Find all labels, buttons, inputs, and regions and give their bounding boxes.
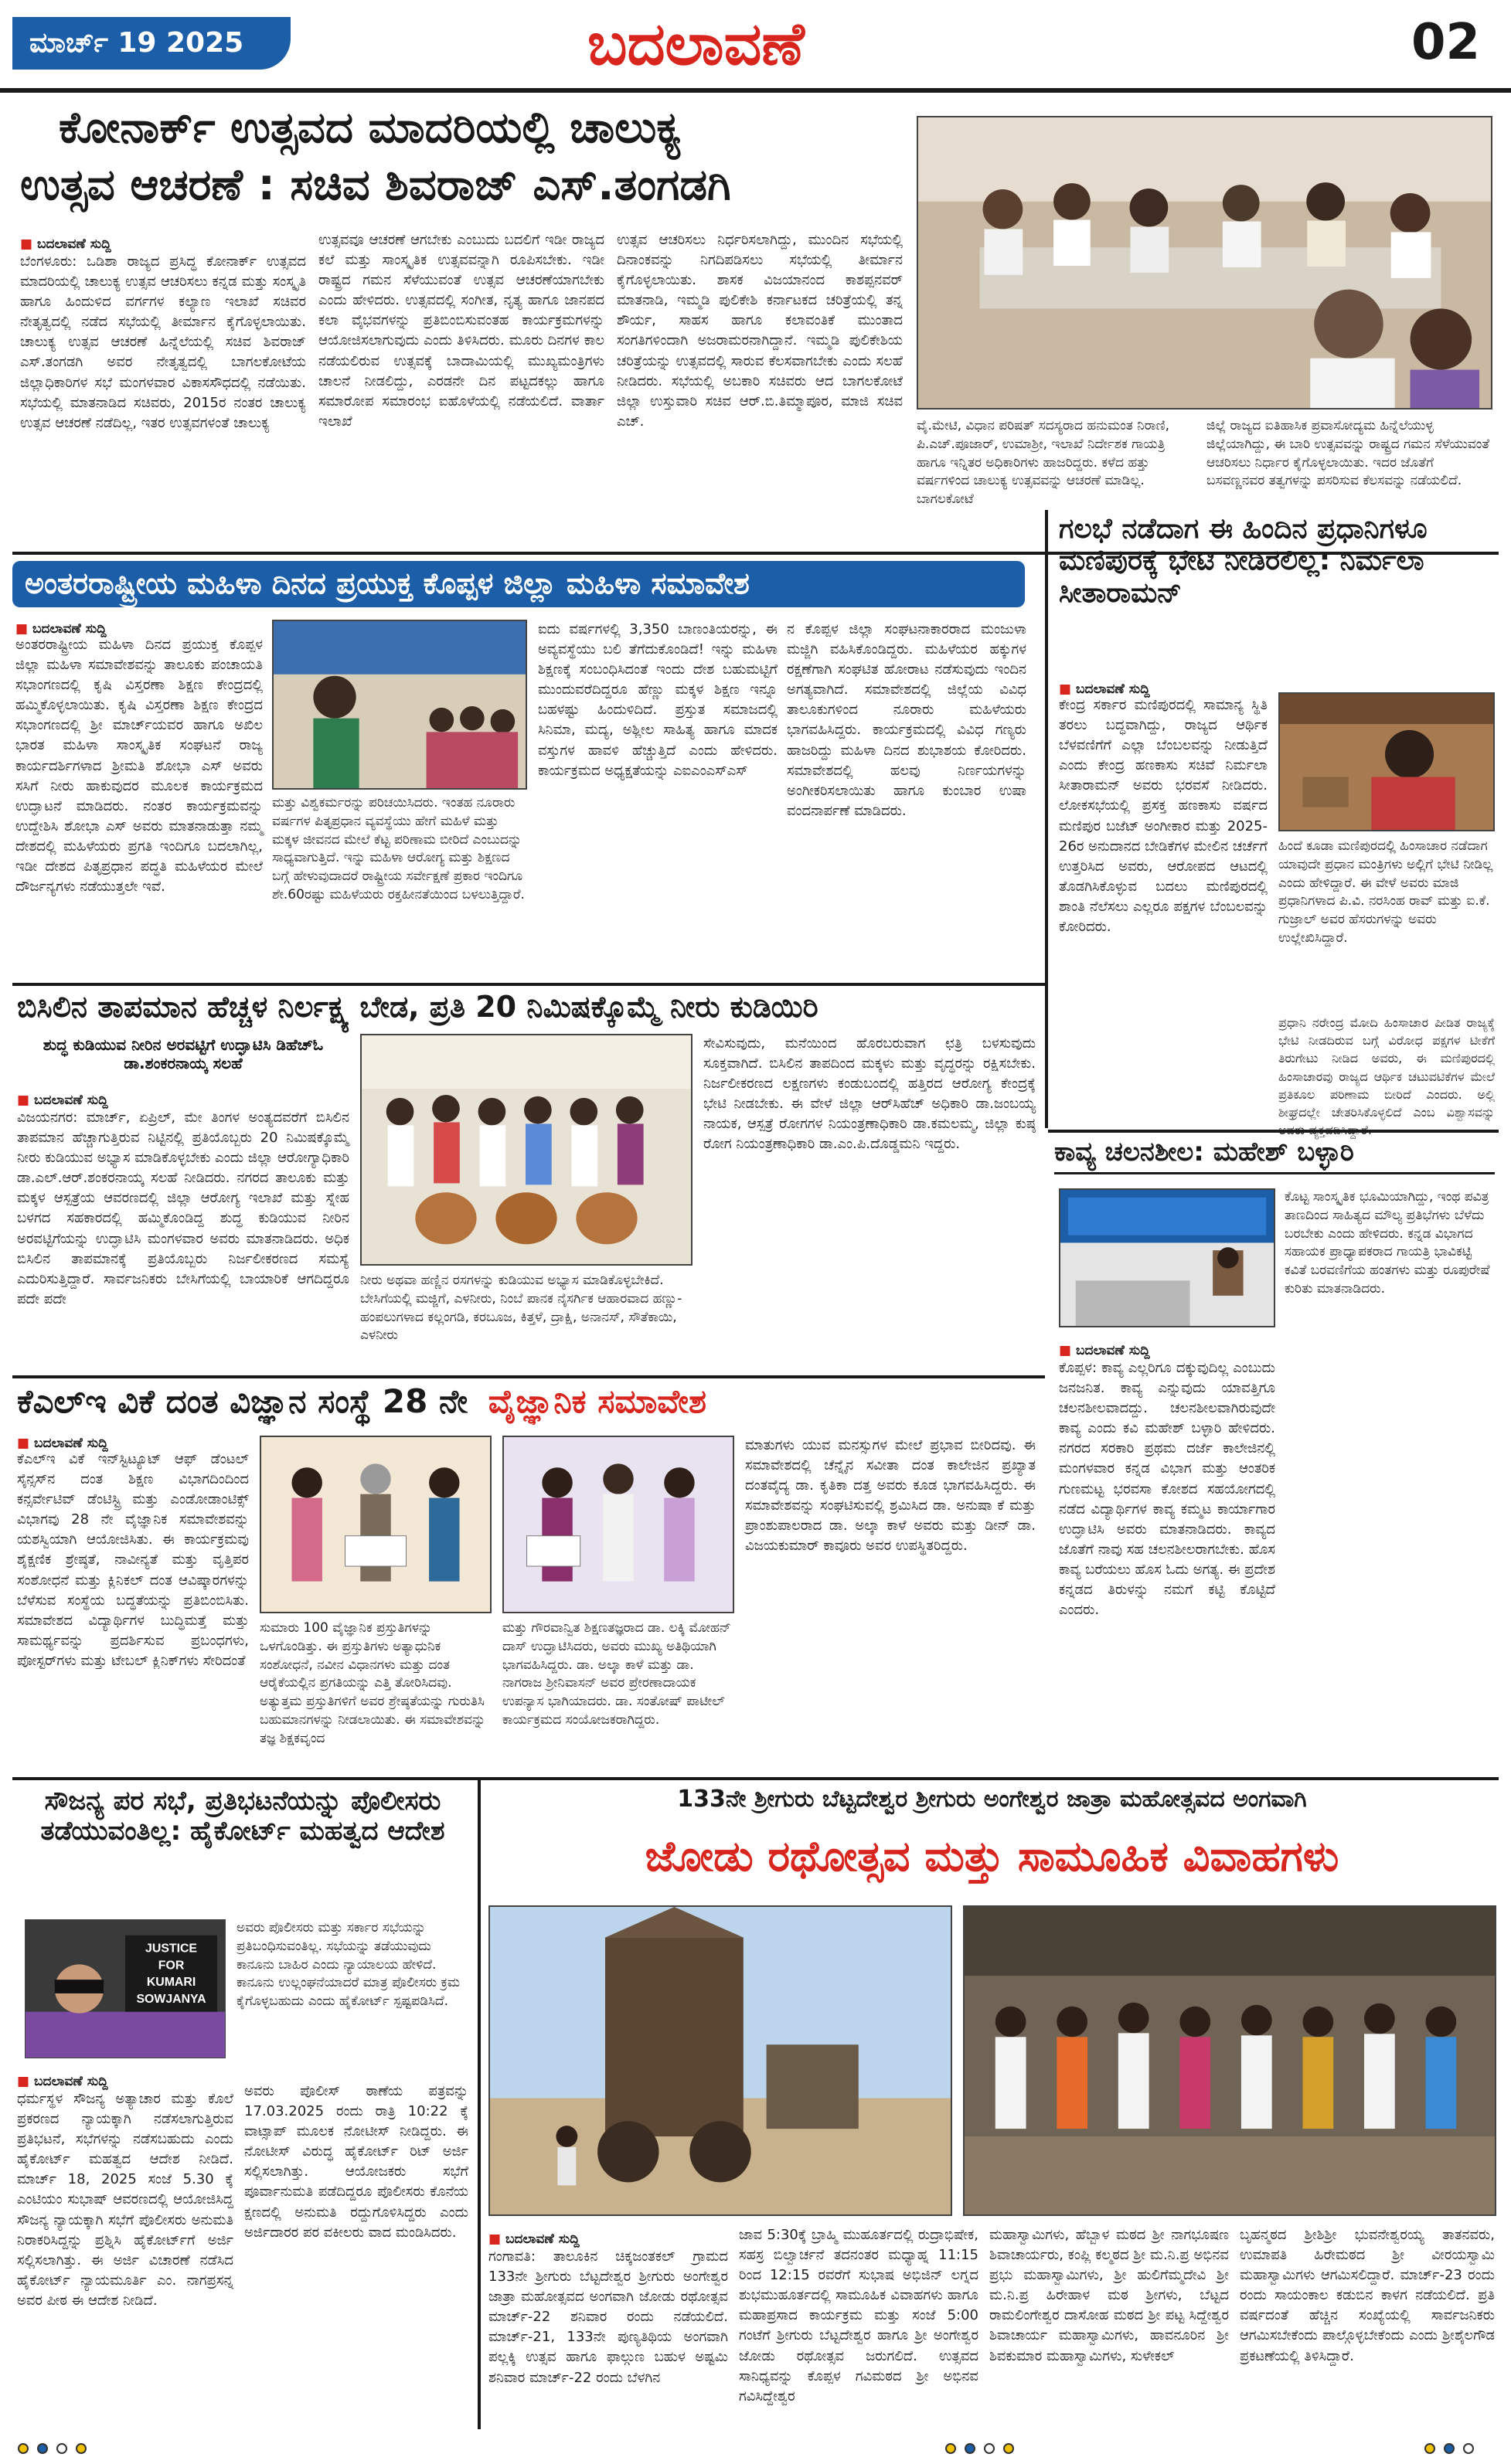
- story-sowjanya-body-1: ಅವರು ಪೊಲೀಸರು ಮತ್ತು ಸರ್ಕಾರ ಸಭೆಯನ್ನು ಪ್ರತಿಬಂಧಿಸುವಂತಿಲ್ಲ. ಸಭೆಯನ್ನು ತಡೆಯುವುದು ಕಾನೂನು ಬಾಹಿರ ಎಂದು ನ್ಯಾಯಾಲಯ ಹೇಳಿದೆ. ಕಾನೂನು ಉಲ್ಲಂಘನೆಯಾದರೆ ಮಾತ್ರ ಪೊಲೀಸರು ಕ್ರಮ ಕೈಗೊಳ್ಳಬಹುದು ಎಂದು ಹೈಕೋರ್ಟ್ ಸ್ಪಷ್ಟಪಡಿಸಿದೆ.: [237, 1920, 461, 2010]
- story-heatwave-headline: ಬಿಸಿಲಿನ ತಾಪಮಾನ ಹೆಚ್ಚಳ ನಿರ್ಲಕ್ಷ್ಯ ಬೇಡ, ಪ್ರತಿ 20 ನಿಮಿಷಕ್ಕೊಮ್ಮೆ ನೀರು ಕುಡಿಯಿರಿ: [17, 990, 818, 1024]
- story-sowjanya-body-3: ಅವರು ಪೊಲೀಸ್ ಠಾಣೆಯ ಪತ್ರವನ್ನು 17.03.2025 ರಂದು ರಾತ್ರಿ 10:22 ಕ್ಕೆ ವಾಟ್ಸಾಪ್ ಮೂಲಕ ನೋಟೀಸ್ ನೀಡಿದ್ದರು. ಈ ನೋಟೀಸ್ ವಿರುದ್ಧ ಹೈಕೋರ್ಟ್ ರಿಟ್ ಅರ್ಜಿ ಸಲ್ಲಿಸಲಾಗಿತ್ತು. ಆಯೋಜಕರು ಸಭೆಗೆ ಪೂರ್ವಾನುಮತಿ ಪಡೆದಿದ್ದರೂ ಪೊಲೀಸರು ಕೊನೆಯ ಕ್ಷಣದಲ್ಲಿ ಅನುಮತಿ ರದ್ದುಗೊಳಿಸಿದ್ದರು ಎಂದು ಅರ್ಜಿದಾರರ ಪರ ವಕೀಲರು ವಾದ ಮಂಡಿಸಿದರು.: [244, 2083, 468, 2241]
- page-number: 02: [1411, 14, 1480, 71]
- story-rathotsava-col-2: ಜಾವ 5:30ಕ್ಕೆ ಬ್ರಾಹ್ಮಿ ಮುಹೂರ್ತದಲ್ಲಿ ರುದ್ರಾಭಿಷೇಕ, ಸಹಸ್ರ ಬಿಲ್ವಾರ್ಚನೆ ತದನಂತರ ಮಧ್ಯಾಹ್ನ 11:15 ರಿಂದ 12:15 ರವರೆಗೆ ಸುಭಾಷ ಅಭಿಜಿನ್ ಲಗ್ನದ ಶುಭಮುಹೂರ್ತದಲ್ಲಿ ಸಾಮೂಹಿಕ ವಿವಾಹಗಳು ಹಾಗೂ ಮಹಾಪ್ರಸಾದ ಕಾರ್ಯಕ್ರಮ ಮತ್ತು ಸಂಜೆ 5:00 ಗಂಟೆಗೆ ಶ್ರೀಗುರು ಬೆಟ್ಟದೇಶ್ವರ ಹಾಗೂ ಶ್ರೀ ಅಂಗೇಶ್ವರ ಜೋಡು ರಥೋತ್ಸವ ಜರುಗಲಿದೆ. ಉತ್ಸವದ ಸಾನಿಧ್ಯವನ್ನು ಕೊಪ್ಪಳ ಗವಿಮಠದ ಶ್ರೀ ಅಭಿನವ ಗವಿಸಿದ್ದೇಶ್ವರ: [739, 2227, 978, 2405]
- story-heatwave-byline: ■ ಬದಲಾವಣೆ ಸುದ್ದಿ: [17, 1093, 108, 1108]
- story-heatwave-photo: [360, 1034, 693, 1266]
- story-chalukya-col-2: ಉತ್ಸವವೂ ಆಚರಣೆ ಆಗಬೇಕು ಎಂಬುದು ಬದಲಿಗೆ ಇಡೀ ರಾಜ್ಯದ ಕಲೆ ಮತ್ತು ಸಾಂಸ್ಕೃತಿಕ ಉತ್ಸವವನ್ನಾಗಿ ರೂಪಿಸಬೇಕು. ಇಡೀ ರಾಷ್ಟ್ರದ ಗಮನ ಸೆಳೆಯುವಂತೆ ಉತ್ಸವ ಆಚರಣೆಯಾಗಬೇಕು ಎಂದು ಹೇಳಿದರು. ಉತ್ಸವದಲ್ಲಿ ಸಂಗೀತ, ನೃತ್ಯ ಹಾಗೂ ಜಾನಪದ ಕಲಾ ವೈಭವಗಳನ್ನು ಪ್ರತಿಬಿಂಬಿಸುವಂತಹ ಕಾರ್ಯಕ್ರಮಗಳನ್ನು ಆಯೋಜಿಸಲಾಗುವುದು ಎಂದು ತಿಳಿಸಿದರು. ಮೂರು ದಿನಗಳ ಕಾಲ ನಡೆಯಲಿರುವ ಉತ್ಸವಕ್ಕೆ ಬಾದಾಮಿಯಲ್ಲಿ ಮುಖ್ಯಮಂತ್ರಿಗಳು ಚಾಲನೆ ನೀಡಲಿದ್ದು, ಎರಡನೇ ದಿನ ಪಟ್ಟದಕಲ್ಲು ಹಾಗೂ ಸಮಾರೋಪ ಸಮಾರಂಭ ಐಹೊಳೆಯಲ್ಲಿ ನಡೆಯಲಿದೆ. ವಾರ್ತಾ ಇಲಾಖೆ: [318, 232, 604, 430]
- story-manipur-photo-caption: ಹಿಂದೆ ಕೂಡಾ ಮಣಿಪುರದಲ್ಲಿ ಹಿಂಸಾಚಾರ ನಡೆದಾಗ ಯಾವುದೇ ಪ್ರಧಾನ ಮಂತ್ರಿಗಳು ಅಲ್ಲಿಗೆ ಭೇಟಿ ನೀಡಿಲ್ಲ ಎಂದು ಹೇಳಿದ್ದಾರೆ. ಈ ವೇಳೆ ಅವರು ಮಾಜಿ ಪ್ರಧಾನಿಗಳಾದ ಪಿ.ವಿ. ನರಸಿಂಹ ರಾವ್ ಮತ್ತು ಐ.ಕೆ. ಗುಜ್ರಾಲ್ ಅವರ ಹೆಸರುಗಳನ್ನು ಅವರು ಉಲ್ಲೇಖಿಸಿದ್ದಾರೆ.: [1278, 838, 1493, 946]
- story-kle-caption-right: ಮತ್ತು ಗೌರವಾನ್ವಿತ ಶಿಕ್ಷಣತಜ್ಞರಾದ ಡಾ. ಲಕ್ಕಿ ಮೋಹನ್ ದಾಸ್ ಉದ್ಘಾಟಿಸಿದರು, ಅವರು ಮುಖ್ಯ ಅತಿಥಿಯಾಗಿ ಭಾಗವಹಿಸಿದ್ದರು. ಡಾ. ಅಲ್ಕಾ ಕಾಳೆ ಮತ್ತು ಡಾ. ನಾಗರಾಜ ಶ್ರೀನಿವಾಸನ್ ಅವರ ಪ್ರೇರಣಾದಾಯಕ ಉಪನ್ಯಾಸ ಭಾಗಿಯಾದರು. ಡಾ. ಸಂತೋಷ್ ಪಾಟೀಲ್ ಕಾರ್ಯಕ್ರಮದ ಸಂಯೋಜಕರಾಗಿದ್ದರು.: [502, 1620, 731, 1728]
- story-sowjanya: [12, 1783, 471, 2429]
- story-kle-caption-left: ಸುಮಾರು 100 ವೈಜ್ಞಾನಿಕ ಪ್ರಸ್ತುತಿಗಳನ್ನು ಒಳಗೊಂಡಿತ್ತು. ಈ ಪ್ರಸ್ತುತಿಗಳು ಅತ್ಯಾಧುನಿಕ ಸಂಶೋಧನೆ, ನವೀನ ವಿಧಾನಗಳು ಮತ್ತು ದಂತ ಆರೈಕೆಯಲ್ಲಿನ ಪ್ರಗತಿಯನ್ನು ಎತ್ತಿ ತೋರಿಸಿದವು. ಅತ್ಯುತ್ತಮ ಪ್ರಸ್ತುತಿಗಳಿಗೆ ಅವರ ಶ್ರೇಷ್ಠತೆಯನ್ನು ಗುರುತಿಸಿ ಬಹುಮಾನಗಳನ್ನು ನೀಡಲಾಯಿತು. ಈ ಸಮಾವೇಶವನ್ನು ತಜ್ಞ ಶಿಕ್ಷಕವೃಂದ: [260, 1620, 486, 1746]
- footer-dot: [37, 2443, 48, 2454]
- story-womens-day-photo: [272, 620, 527, 790]
- story-kle-photo-right: [502, 1436, 734, 1613]
- footer-dot: [1424, 2443, 1435, 2454]
- story-kavya-photo: [1059, 1188, 1275, 1327]
- footer-dot: [1444, 2443, 1455, 2454]
- story-chalukya-caption-right: ಜಿಲ್ಲೆ ರಾಜ್ಯದ ಐತಿಹಾಸಿಕ ಪ್ರವಾಸೋದ್ಯಮ ಹಿನ್ನೆಲೆಯುಳ್ಳ ಜಿಲ್ಲೆಯಾಗಿದ್ದು, ಈ ಬಾರಿ ಉತ್ಸವವನ್ನು ರಾಷ್ಟ್ರದ ಗಮನ ಸೆಳೆಯುವಂತೆ ಆಚರಿಸಲು ನಿರ್ಧಾರ ಕೈಗೊಳ್ಳಲಾಯಿತು. ಇದರ ಜೊತೆಗೆ ಬಸವಣ್ಣನವರ ತತ್ವಗಳನ್ನು ಪಸರಿಸುವ ಕೆಲಸವನ್ನು ನಡೆಯಲಿದೆ.: [1206, 418, 1490, 489]
- story-kavya-body-2: ಕೊಪ್ಪಳ: ಕಾವ್ಯ ಎಲ್ಲರಿಗೂ ದಕ್ಕುವುದಿಲ್ಲ ಎಂಬುದು ಜನಜನಿತ. ಕಾವ್ಯ ಎನ್ನುವುದು ಯಾವತ್ತಿಗೂ ಚಲನಶೀಲವಾದದ್ದು. ಚಲನಶೀಲವಾಗಿರುವುದೇ ಕಾವ್ಯ ಎಂದು ಕವಿ ಮಹೇಶ್ ಬಳ್ಳಾರಿ ಹೇಳಿದರು. ನಗರದ ಸರಕಾರಿ ಪ್ರಥಮ ದರ್ಜೆ ಕಾಲೇಜಿನಲ್ಲಿ ಮಂಗಳವಾರ ಕನ್ನಡ ವಿಭಾಗ ಮತ್ತು ಆಂತರಿಕ ಗುಣಮಟ್ಟ ಭರವಸಾ ಕೋಶದ ಸಹಯೋಗದಲ್ಲಿ ನಡೆದ ವಿದ್ಯಾರ್ಥಿಗಳ ಕಾವ್ಯ ಕಮ್ಮಟ ಕಾರ್ಯಾಗಾರ ಉದ್ಘಾಟಿಸಿ ಅವರು ಮಾತನಾಡಿದರು. ಕಾವ್ಯದ ಜೊತೆಗೆ ನಾವು ಸಹ ಚಲನಶೀಲರಾಗಬೇಕು. ಹೊಸ ಕಾವ್ಯ ಬರೆಯಲು ಹೊಸ ಓದು ಅಗತ್ಯ. ಈ ಪ್ರದೇಶ ಕನ್ನಡದ ತಿರುಳನ್ನು ನಮಗೆ ಕಟ್ಟಿ ಕೊಟ್ಟಿದೆ ಎಂದರು.: [1059, 1360, 1275, 1619]
- footer-dot: [18, 2443, 29, 2454]
- story-kle-headline-b-text: ವೈಜ್ಞಾನಿಕ ಸಮಾವೇಶ: [488, 1382, 707, 1420]
- story-rathotsava-col-4: ಬೃಹನ್ಮಠದ ಶ್ರೀಶಿಶ್ರೀ ಭುವನೇಶ್ವರಯ್ಯ ತಾತನವರು, ಉಮಾಪತಿ ಹಿರೇಮಠದ ಶ್ರೀ ವೀರಯಸ್ವಾಮಿ ಮಹಾಸ್ವಾಮಿಗಳು ಆಗಮಿಸಲಿದ್ದಾರೆ. ಮಾರ್ಚ್-23 ರಂದು ರಂದು ಸಾಯಂಕಾಲ ಕಡುಬಿನ ಕಾಳಗ ನಡೆಯಲಿದೆ. ಪ್ರತಿ ವರ್ಷದಂತೆ ಹೆಚ್ಚಿನ ಸಂಖ್ಯೆಯಲ್ಲಿ ಸಾರ್ವಜನಿಕರು ಆಗಮಿಸಬೇಕೆಂದು ಪಾಲ್ಗೊಳ್ಳಬೇಕೆಂದು ಎಂದು ಶ್ರೀಶೈಲಗೌಡ ಪ್ರಕಟಣೆಯಲ್ಲಿ ತಿಳಿಸಿದ್ದಾರೆ.: [1240, 2227, 1495, 2364]
- story-kavya-headline: ಕಾವ್ಯ ಚಲನಶೀಲ: ಮಹೇಶ್ ಬಳ್ಳಾರಿ: [1054, 1137, 1495, 1174]
- story-womens-day-caption: ಮತ್ತು ವಿಶ್ವಕರ್ಮರನ್ನು ಪರಿಚಯಿಸಿದರು. ಇಂತಹ ನೂರಾರು ವರ್ಷಗಳ ಪಿತೃಪ್ರಧಾನ ವ್ಯವಸ್ಥೆಯು ಹೇಗೆ ಮಹಿಳೆ ಮತ್ತು ಮಕ್ಕಳ ಜೀವನದ ಮೇಲೆ ಕೆಟ್ಟ ಪರಿಣಾಮ ಬೀರಿದೆ ಎಂಬುದನ್ನು ಸಾಧ್ಯವಾಗುತ್ತಿದೆ. ಇನ್ನು ಮಹಿಳಾ ಆರೋಗ್ಯ ಮತ್ತು ಶಿಕ್ಷಣದ ಬಗ್ಗೆ ಹೇಳುವುದಾದರೆ ರಾಷ್ಟ್ರೀಯ ಸರ್ವೇಕ್ಷಣೆ ಪ್ರಕಾರ ಇಂದಿಗೂ ಶೇ.60ರಷ್ಟು ಮಹಿಳೆಯರು ರಕ್ತಹೀನತೆಯಿಂದ ಬಳಲುತ್ತಿದ್ದಾರೆ.: [272, 795, 525, 902]
- story-kle-dental: [12, 1380, 1040, 1774]
- story-manipur-byline: ■ ಬದಲಾವಣೆ ಸುದ್ದಿ: [1059, 681, 1150, 697]
- story-chalukya-meeting-photo: [917, 116, 1492, 410]
- story-kavya-byline: ■ ಬದಲಾವಣೆ ಸುದ್ದಿ: [1059, 1343, 1150, 1358]
- story-sowjanya-photo: [25, 1919, 226, 2058]
- story-kavya: [1054, 1134, 1499, 1776]
- story-manipur-headline: ಗಲಭೆ ನಡೆದಾಗ ಈ ಹಿಂದಿನ ಪ್ರಧಾನಿಗಳೂ ಮಣಿಪುರಕ್ಕೆ ಭೇಟಿ ನೀಡಿರಲಿಲ್ಲ: ನಿರ್ಮಲಾ ಸೀತಾರಾಮನ್: [1059, 513, 1428, 609]
- divider: [12, 983, 1045, 986]
- story-womens-day-col-3: ಐದು ವರ್ಷಗಳಲ್ಲಿ 3,350 ಬಾಣಂತಿಯರನ್ನು, ಈ ಅವ್ಯವಸ್ಥೆಯು ಬಲಿ ತೆಗೆದುಕೊಂಡಿದೆ! ಇನ್ನು ಮಹಿಳಾ ಶಿಕ್ಷಣಕ್ಕೆ ಸಂಬಂಧಿಸಿದಂತೆ ಇಂದು ದೇಶ ಬಹುಮಟ್ಟಿಗೆ ಮುಂದುವರೆದಿದ್ದರೂ ಹೆಣ್ಣು ಮಕ್ಕಳ ಶಿಕ್ಷಣ ಇನ್ನೂ ಬಹಳಷ್ಟು ಹಿಂದುಳಿದಿದೆ. ಪ್ರಸ್ತುತ ಸಮಾಜದಲ್ಲಿ ಸಿನಿಮಾ, ಮದ್ಯ, ಅಶ್ಲೀಲ ಸಾಹಿತ್ಯ ಹಾಗೂ ಮಾದಕ ವಸ್ತುಗಳ ಹಾವಳಿ ಹೆಚ್ಚುತ್ತಿದೆ ಎಂದು ಹೇಳಿದರು. ಕಾರ್ಯಕ್ರಮದ ಅಧ್ಯಕ್ಷತೆಯನ್ನು ಎಐಎಂಎಸ್‌ಎಸ್: [538, 621, 778, 779]
- issue-date: ಮಾರ್ಚ್ 19 2025: [12, 17, 291, 70]
- story-rathotsava-col-1: ಗಂಗಾವತಿ: ತಾಲೂಕಿನ ಚಿಕ್ಕಜಂತಕಲ್ ಗ್ರಾಮದ 133ನೇ ಶ್ರೀಗುರು ಬೆಟ್ಟದೇಶ್ವರ ಶ್ರೀಗುರು ಅಂಗೇಶ್ವರ ಜಾತ್ರಾ ಮಹೋತ್ಸವದ ಅಂಗವಾಗಿ ಜೋಡು ರಥೋತ್ಸವ ಮಾರ್ಚ್-22 ಶನಿವಾರ ರಂದು ನಡೆಯಲಿದೆ. ಮಾರ್ಚ್-21, 133ನೇ ಪುಣ್ಯತಿಥಿಯ ಅಂಗವಾಗಿ ಪಲ್ಲಕ್ಕಿ ಉತ್ಸವ ಹಾಗೂ ಫಾಲ್ಗುಣ ಬಹುಳ ಅಷ್ಟಮಿ ಶನಿವಾರ ಮಾರ್ಚ್-22 ರಂದು ಬೆಳಗಿನ: [488, 2248, 728, 2386]
- footer-dot: [1003, 2443, 1014, 2454]
- story-womens-day-col-4: ನ ಕೊಪ್ಪಳ ಜಿಲ್ಲಾ ಸಂಘಟನಾಕಾರರಾದ ಮಂಜುಳಾ ಮಜ್ಜಿಗಿ ವಹಿಸಿಕೊಂಡಿದ್ದರು. ಮಹಿಳೆಯರ ಹಕ್ಕುಗಳ ರಕ್ಷಣೆಗಾಗಿ ಸಂಘಟಿತ ಹೋರಾಟ ನಡೆಸುವುದು ಇಂದಿನ ಅಗತ್ಯವಾಗಿದೆ. ಸಮಾವೇಶದಲ್ಲಿ ಜಿಲ್ಲೆಯ ವಿವಿಧ ತಾಲೂಕುಗಳಿಂದ ನೂರಾರು ಮಹಿಳೆಯರು ಭಾಗವಹಿಸಿದ್ದರು. ಕಾರ್ಯಕ್ರಮದಲ್ಲಿ ವಿವಿಧ ಗಣ್ಯರು ಹಾಜರಿದ್ದು ಮಹಿಳಾ ದಿನದ ಶುಭಾಶಯ ಕೋರಿದರು. ಸಮಾವೇಶದಲ್ಲಿ ಹಲವು ನಿರ್ಣಯಗಳನ್ನು ಅಂಗೀಕರಿಸಲಾಯಿತು ಹಾಗೂ ಕುಂಬಾರ ಉಷಾ ವಂದನಾರ್ಪಣೆ ಮಾಡಿದರು.: [787, 621, 1026, 819]
- footer-dots-left: [15, 2434, 89, 2457]
- story-womens-day: [12, 558, 1040, 981]
- story-manipur-photo: [1278, 692, 1495, 831]
- story-manipur-body-2: ಪ್ರಧಾನಿ ನರೇಂದ್ರ ಮೋದಿ ಹಿಂಸಾಚಾರ ಪೀಡಿತ ರಾಜ್ಯಕ್ಕೆ ಭೇಟಿ ನೀಡದಿರುವ ಬಗ್ಗೆ ವಿರೋಧ ಪಕ್ಷಗಳ ಟೀಕೆಗೆ ತಿರುಗೇಟು ನೀಡಿದ ಅವರು, ಈ ಮಣಿಪುರದಲ್ಲಿ ಹಿಂಸಾಚಾರವು ರಾಜ್ಯದ ಆರ್ಥಿಕ ಚಟುವಟಿಕೆಗಳ ಮೇಲೆ ಪ್ರತಿಕೂಲ ಪರಿಣಾಮ ಬೀರಿದೆ ಎಂದರು. ಅಲ್ಲಿ ಶೀಘ್ರದಲ್ಲೇ ಚೇತರಿಸಿಕೊಳ್ಳಲಿದೆ ಎಂಬ ವಿಶ್ವಾಸವನ್ನು: [1278, 1015, 1495, 1120]
- story-heatwave-col-3: ಸೇವಿಸುವುದು, ಮನೆಯಿಂದ ಹೊರಬರುವಾಗ ಛತ್ರಿ ಬಳಸುವುದು ಸೂಕ್ತವಾಗಿದೆ. ಬಿಸಿಲಿನ ತಾಪದಿಂದ ಮಕ್ಕಳು ಮತ್ತು ವೃದ್ಧರನ್ನು ರಕ್ಷಿಸಬೇಕು. ನಿರ್ಜಲೀಕರಣದ ಲಕ್ಷಣಗಳು ಕಂಡುಬಂದಲ್ಲಿ ಹತ್ತಿರದ ಆರೋಗ್ಯ ಕೇಂದ್ರಕ್ಕೆ ಭೇಟಿ ನೀಡಬೇಕು. ಈ ವೇಳೆ ಜಿಲ್ಲಾ ಆರ್‌ಸಿಹೆಚ್ ಅಧಿಕಾರಿ ಡಾ.ಜಂಬಯ್ಯ ನಾಯಕ, ಆಸ್ಪತ್ರೆ ರೋಗಗಳ ನಿಯಂತ್ರಣಾಧಿಕಾರಿ ಡಾ.ಕಮಲಮ್ಮ, ಜಿಲ್ಲಾ ಕುಷ್ಠ ರೋಗ ನಿಯಂತ್ರಣಾಧಿಕಾರಿ ಡಾ.ಎಂ.ಪಿ.ದೊಡ್ಡಮನಿ ಇದ್ದರು.: [703, 1035, 1036, 1153]
- story-rathotsava-wedding-photo: [963, 1905, 1496, 2216]
- story-heatwave-photo-caption: ನೀರು ಅಥವಾ ಹಣ್ಣಿನ ರಸಗಳನ್ನು ಕುಡಿಯುವ ಅಭ್ಯಾಸ ಮಾಡಿಕೊಳ್ಳಬೇಕಿದೆ. ಬೇಸಿಗೆಯಲ್ಲಿ ಮಜ್ಜಿಗೆ, ಎಳನೀರು, ನಿಂಬೆ ಪಾನಕ ನೈಸರ್ಗಿಕ ಆಹಾರವಾದ ಹಣ್ಣು-ಹಂಪಲುಗಳಾದ ಕಲ್ಲಂಗಡಿ, ಕರಬೂಜ, ಕಿತ್ತಳೆ, ದ್ರಾಕ್ಷಿ, ಅನಾನಸ್, ಸೌತೆಕಾಯಿ, ಎಳನೀರು: [360, 1273, 682, 1344]
- story-heatwave: [12, 987, 1040, 1374]
- story-womens-day-byline: ■ ಬದಲಾವಣೆ ಸುದ್ದಿ: [15, 621, 107, 637]
- story-womens-day-col-1: ಅಂತರರಾಷ್ಟ್ರೀಯ ಮಹಿಳಾ ದಿನದ ಪ್ರಯುಕ್ತ ಕೊಪ್ಪಳ ಜಿಲ್ಲಾ ಮಹಿಳಾ ಸಮಾವೇಶವನ್ನು ತಾಲೂಕು ಪಂಚಾಯತಿ ಸಭಾಂಗಣದಲ್ಲಿ ಕೃಷಿ ವಿಸ್ತರಣಾ ಶಿಕ್ಷಣ ಕೇಂದ್ರದಲ್ಲಿ ಹಮ್ಮಿಕೊಳ್ಳಲಾಯಿತು. ಕೃಷಿ ವಿಸ್ತರಣಾ ಶಿಕ್ಷಣ ಕೇಂದ್ರದ ಸಭಾಂಗಣದಲ್ಲಿ ಶ್ರೀ ಮಾರ್ಚ್‌ಯವರ ಹಾಗೂ ಅಖಿಲ ಭಾರತ ಮಹಿಳಾ ಸಾಂಸ್ಕೃತಿಕ ಸಂಘಟನೆ ರಾಜ್ಯ ಕಾರ್ಯದರ್ಶಿಗಳಾದ ಶ್ರೀಮತಿ ಶೋಭಾ ಎಸ್ ಅವರು ಸಸಿಗೆ ನೀರು ಹಾಕುವುದರ ಮೂಲಕ ಕಾರ್ಯಕ್ರಮದ ಉದ್ಘಾಟನೆ ಮಾಡಿದರು. ನಂತರ ಕಾರ್ಯಕ್ರಮವನ್ನು ಉದ್ದೇಶಿಸಿ ಶೋಭಾ ಎಸ್ ಅವರು ಮಾತನಾಡುತ್ತಾ ನಮ್ಮ ದೇಶದಲ್ಲಿ ಮಹಿಳೆಯರು ಪ್ರಗತಿ ಇಂದಿಗೂ ಬದಲಾಗಿಲ್ಲ, ಇಡೀ ದೇಶದ ಪಿತೃಪ್ರಧಾನ ಪದ್ಧತಿ ಮಹಿಳೆಯರ ಮೇಲೆ ದೌರ್ಜನ್ಯಗಳು ನಡೆಯುತ್ತಲೇ ಇವೆ.: [15, 637, 263, 896]
- story-kle-byline: ■ ಬದಲಾವಣೆ ಸುದ್ದಿ: [17, 1436, 108, 1451]
- story-kle-headline-a-text: ಕೆಎಲ್ಇ ವಿಕೆ ದಂತ ವಿಜ್ಞಾನ ಸಂಸ್ಥೆ 28 ನೇ: [17, 1382, 468, 1420]
- story-sowjanya-headline: ಸೌಜನ್ಯ ಪರ ಸಭೆ, ಪ್ರತಿಭಟನೆಯನ್ನು ಪೊಲೀಸರು ತಡೆಯುವಂತಿಲ್ಲ: ಹೈಕೋರ್ಟ್ ಮಹತ್ವದ ಆದೇಶ: [40, 1786, 445, 1847]
- story-rathotsava-headline: ಜೋಡು ರಥೋತ್ಸವ ಮತ್ತು ಸಾಮೂಹಿಕ ವಿವಾಹಗಳು: [645, 1832, 1339, 1881]
- story-kle-col-1: ಕೆಎಲ್ಇ ವಿಕೆ ಇನ್‌ಸ್ಟಿಟ್ಯೂಟ್ ಆಫ್ ಡೆಂಟಲ್ ಸೈನ್ಸಸ್‌ನ ದಂತ ಶಿಕ್ಷಣ ವಿಭಾಗದಿಂದಿಂದ ಕನ್ಸರ್ವೇಟಿವ್ ಡೆಂಟಿಸ್ಟ್ರಿ ಮತ್ತು ಎಂಡೋಡಾಂಟಿಕ್ಸ್ ವಿಭಾಗವು 28 ನೇ ವೈಜ್ಞಾನಿಕ ಸಮಾವೇಶವನ್ನು ಯಶಸ್ವಿಯಾಗಿ ಆಯೋಜಿಸಿತು. ಈ ಕಾರ್ಯಕ್ರಮವು ಶೈಕ್ಷಣಿಕ ಶ್ರೇಷ್ಠತೆ, ನಾವೀನ್ಯತೆ ಮತ್ತು ವೃತ್ತಿಪರ ಸಂಶೋಧನೆ ಮತ್ತು ಕ್ಲಿನಿಕಲ್ ದಂತ ಆವಿಷ್ಕಾರಗಳನ್ನು ಬೆಳೆಸುವ ಸಂಸ್ಥೆಯ ಬದ್ಧತೆಯನ್ನು ಪ್ರತಿಬಿಂಬಿಸಿತು. ಸಮಾವೇಶದ ವಿದ್ಯಾರ್ಥಿಗಳ ಬುದ್ಧಿಮತ್ತೆ ಮತ್ತು ಸಾಮರ್ಥ್ಯವನ್ನು ಪ್ರದರ್ಶಿಸುವ ಪ್ರಬಂಧಗಳು, ಪೋಸ್ಟರ್‌ಗಳು ಮತ್ತು ಟೇಬಲ್ ಕ್ಲಿನಿಕ್‌ಗಳು ಸೇರಿದಂತೆ: [17, 1451, 249, 1669]
- page-footer: [0, 2434, 1511, 2464]
- footer-dot: [965, 2443, 975, 2454]
- footer-dots-right: [1422, 2434, 1476, 2457]
- story-rathotsava-kicker: 133ನೇ ಶ್ರೀಗುರು ಬೆಟ್ಟದೇಶ್ವರ ಶ್ರೀಗುರು ಅಂಗೇಶ್ವರ ಜಾತ್ರಾ ಮಹೋತ್ಸವದ ಅಂಗವಾಗಿ: [677, 1786, 1307, 1813]
- footer-dot: [1463, 2443, 1474, 2454]
- story-rathotsava-chariot-photo: [488, 1905, 952, 2216]
- story-chalukya-headline-1: ಕೋನಾರ್ಕ್ ಉತ್ಸವದ ಮಾದರಿಯಲ್ಲಿ ಚಾಲುಕ್ಯ: [59, 103, 682, 153]
- footer-dot: [76, 2443, 87, 2454]
- divider: [478, 1780, 481, 2429]
- newspaper-brand: ಬದಲಾವಣೆ: [587, 9, 805, 78]
- story-heatwave-subheadline: ಶುದ್ಧ ಕುಡಿಯುವ ನೀರಿನ ಅರವಟ್ಟಿಗೆ ಉದ್ಘಾಟಿಸಿ ಡಿಹೆಚ್‌ಓ ಡಾ.ಶಂಕರನಾಯ್ಕ ಸಲಹೆ: [43, 1035, 324, 1072]
- story-sowjanya-byline: ■ ಬದಲಾವಣೆ ಸುದ್ದಿ: [17, 2074, 108, 2089]
- story-chalukya-utsav: [12, 100, 1499, 549]
- story-kle-col-4: ಮಾತುಗಳು ಯುವ ಮನಸ್ಸುಗಳ ಮೇಲೆ ಪ್ರಭಾವ ಬೀರಿದವು. ಈ ಸಮಾವೇಶದಲ್ಲಿ ಚೆನ್ನೈನ ಸವೀತಾ ದಂತ ಕಾಲೇಜಿನ ಪ್ರಖ್ಯಾತ ದಂತವೈದ್ಯ ಡಾ. ಕೃತಿಕಾ ದತ್ತ ಅವರು ಕೂಡ ಭಾಗವಹಿಸಿದ್ದರು. ಈ ಸಮಾವೇಶವನ್ನು ಸಂಘಟಿಸುವಲ್ಲಿ ಶ್ರಮಿಸಿದ ಡಾ. ಅನುಷಾ ಕೆ ಮತ್ತು ಪ್ರಾಂಶುಪಾಲರಾದ ಡಾ. ಅಲ್ಕಾ ಕಾಳೆ ಅವರು ಮತ್ತು ಡೀನ್ ಡಾ. ವಿಜಯಕುಮಾರ್ ಕಾವೂರು ಅವರ ಉಪಸ್ಥಿತರಿದ್ದರು.: [745, 1437, 1036, 1555]
- story-kle-photo-left: [260, 1436, 492, 1613]
- divider: [12, 1777, 1499, 1780]
- story-manipur: [1054, 510, 1499, 1128]
- photo-sign-line-4: SOWJANYA: [136, 1992, 206, 2006]
- divider: [1048, 1130, 1499, 1133]
- story-kavya-body-1: ಕೊಟ್ಟ ಸಾಂಸ್ಕೃತಿಕ ಭೂಮಿಯಾಗಿದ್ದು, ಇಂಥ ಪವಿತ್ರ ತಾಣದಿಂದ ಸಾಹಿತ್ಯದ ಮೌಲ್ಯ ಪ್ರತಿಭೆಗಳು ಬೆಳೆದು ಬರಬೇಕು ಎಂದು ಹೇಳಿದರು. ಕನ್ನಡ ವಿಭಾಗದ ಸಹಾಯಕ ಪ್ರಾಧ್ಯಾಪಕರಾದ ಗಾಯತ್ರಿ ಭಾವಿಕಟ್ಟಿ ಕವಿತೆ ಬರವಣಿಗೆಯ ಹಂತಗಳು ಮತ್ತು ರೂಪುರೇಷೆ ಕುರಿತು ಮಾತನಾಡಿದರು.: [1285, 1189, 1490, 1297]
- divider: [1045, 510, 1048, 1128]
- story-chalukya-col-1: ಬೆಂಗಳೂರು: ಒಡಿಶಾ ರಾಜ್ಯದ ಪ್ರಸಿದ್ಧ ಕೋನಾರ್ಕ್ ಉತ್ಸವದ ಮಾದರಿಯಲ್ಲಿ ಚಾಲುಕ್ಯ ಉತ್ಸವ ಆಚರಿಸಲು ಕನ್ನಡ ಮತ್ತು ಸಂಸ್ಕೃತಿ ಹಾಗೂ ಹಿಂದುಳಿದ ವರ್ಗಗಳ ಕಲ್ಯಾಣ ಇಲಾಖೆ ಸಚಿವರ ನೇತೃತ್ವದಲ್ಲಿ ನಡೆದ ಸಭೆಯಲ್ಲಿ ತೀರ್ಮಾನ ಕೈಗೊಳ್ಳಲಾಯಿತು. ಚಾಲುಕ್ಯ ಉತ್ಸವ ಆಚರಣೆ ಹಿನ್ನೆಲೆಯಲ್ಲಿ ಸಚಿವ ಶಿವರಾಜ್ ಎಸ್.ತಂಗಡಗಿ ಅವರ ನೇತೃತ್ವದಲ್ಲಿ ಬಾಗಲಕೋಟೆಯ ಜಿಲ್ಲಾಧಿಕಾರಿಗಳ ಸಭೆ ಮಂಗಳವಾರ ವಿಕಾಸಸೌಧದಲ್ಲಿ ನಡೆಯಿತು. ಸಭೆಯಲ್ಲಿ ಮಾತನಾಡಿದ ಸಚಿವರು, 2015ರ ನಂತರ ಚಾಲುಕ್ಯ ಉತ್ಸವ ಆಚರಣೆ ನಡೆದಿಲ್ಲ, ಇತರ ಉತ್ಸವಗಳಂತೆ ಚಾಲುಕ್ಯ: [20, 253, 306, 431]
- story-chalukya-caption-left: ವೈ.ಮೇಟಿ, ವಿಧಾನ ಪರಿಷತ್ ಸದಸ್ಯರಾದ ಹನುಮಂತ ನಿರಾಣಿ, ಪಿ.ಎಚ್.ಪೂಜಾರ್, ಉಮಾಶ್ರೀ, ಇಲಾಖೆ ನಿರ್ದೇಶಕ ಗಾಯತ್ರಿ ಹಾಗೂ ಇನ್ನಿತರ ಅಧಿಕಾರಿಗಳು ಹಾಜರಿದ್ದರು. ಕಳೆದ ಹತ್ತು ವರ್ಷಗಳಿಂದ ಚಾಲುಕ್ಯ ಉತ್ಸವವನ್ನು ಆಚರಣೆ ಮಾಡಿಲ್ಲ. ಬಾಗಲಕೋಟೆ: [917, 418, 1170, 508]
- story-womens-day-headline: ಅಂತರರಾಷ್ಟ್ರೀಯ ಮಹಿಳಾ ದಿನದ ಪ್ರಯುಕ್ತ ಕೊಪ್ಪಳ ಜಿಲ್ಲಾ ಮಹಿಳಾ ಸಮಾವೇಶ: [12, 561, 1025, 607]
- footer-dot: [56, 2443, 67, 2454]
- story-kle-headline-a: [17, 1383, 1037, 1420]
- photo-sign-line-3: KUMARI: [146, 1976, 196, 1990]
- story-sowjanya-body-2: ಧರ್ಮಸ್ಥಳ ಸೌಜನ್ಯ ಅತ್ಯಾಚಾರ ಮತ್ತು ಕೊಲೆ ಪ್ರಕರಣದ ನ್ಯಾಯಕ್ಕಾಗಿ ನಡೆಸಲಾಗುತ್ತಿರುವ ಪ್ರತಿಭಟನೆ, ಸಭೆಗಳನ್ನು ನಡೆಸಬಹುದು ಎಂದು ಹೈಕೋರ್ಟ್ ಮಹತ್ವದ ಆದೇಶ ನೀಡಿದೆ. ಮಾರ್ಚ್ 18, 2025 ಸಂಜೆ 5.30 ಕ್ಕೆ ಎಂಟಿಯಂ ಸುಭಾಷ್ ಆವರಣದಲ್ಲಿ ಆಯೋಜಿಸಿದ್ದ ಸೌಜನ್ಯ ನ್ಯಾಯಕ್ಕಾಗಿ ಸಭೆಗೆ ಪೊಲೀಸರು ಅನುಮತಿ ನಿರಾಕರಿಸಿದ್ದನ್ನು ಪ್ರಶ್ನಿಸಿ ಹೈಕೋರ್ಟ್‌ಗೆ ಅರ್ಜಿ ಸಲ್ಲಿಸಲಾಗಿತ್ತು. ಈ ಅರ್ಜಿ ವಿಚಾರಣೆ ನಡೆಸಿದ ಹೈಕೋರ್ಟ್ ನ್ಯಾಯಮೂರ್ತಿ ಎಂ. ನಾಗಪ್ರಸನ್ನ ಅವರ ಪೀಠ ಈ ಆದೇಶ ನೀಡಿದೆ.: [17, 2091, 233, 2309]
- photo-sign-line-2: FOR: [158, 1959, 185, 1973]
- footer-dot: [984, 2443, 995, 2454]
- story-manipur-body-1: ಕೇಂದ್ರ ಸರ್ಕಾರ ಮಣಿಪುರದಲ್ಲಿ ಸಾಮಾನ್ಯ ಸ್ಥಿತಿ ತರಲು ಬದ್ಧವಾಗಿದ್ದು, ರಾಜ್ಯದ ಆರ್ಥಿಕ ಬೆಳವಣಿಗೆಗೆ ಎಲ್ಲಾ ಬೆಂಬಲವನ್ನು ನೀಡುತ್ತಿದೆ ಎಂದು ಕೇಂದ್ರ ಹಣಕಾಸು ಸಚಿವೆ ನಿರ್ಮಲಾ ಸೀತಾರಾಮನ್ ಅವರು ಭರವಸೆ ನೀಡಿದರು. ಲೋಕಸಭೆಯಲ್ಲಿ ಪ್ರಸಕ್ತ ಹಣಕಾಸು ವರ್ಷದ ಮಣಿಪುರ ಬಜೆಟ್ ಅಂಗೀಕಾರ ಮತ್ತು 2025-26ರ ಅನುದಾನದ ಬೇಡಿಕೆಗಳ ಮೇಲಿನ ಚರ್ಚೆಗೆ ಉತ್ತರಿಸಿದ ಅವರು, ಆರೋಪದ ಆಟದಲ್ಲಿ ತೊಡಗಿಸಿಕೊಳ್ಳುವ ಬದಲು ಮಣಿಪುರದಲ್ಲಿ ಶಾಂತಿ ನೆಲೆಸಲು ಎಲ್ಲರೂ ಪಕ್ಷಗಳ ಬೆಂಬಲವನ್ನು ಕೋರಿದರು.: [1059, 697, 1268, 936]
- divider: [12, 1375, 1045, 1378]
- story-rathotsava-byline: ■ ಬದಲಾವಣೆ ಸುದ್ದಿ: [488, 2231, 580, 2247]
- footer-dot: [945, 2443, 956, 2454]
- story-chalukya-byline: ■ ಬದಲಾವಣೆ ಸುದ್ದಿ: [20, 236, 111, 252]
- story-rathotsava: [485, 1783, 1499, 2429]
- story-heatwave-col-1: ವಿಜಯನಗರ: ಮಾರ್ಚ್, ಏಪ್ರಿಲ್, ಮೇ ತಿಂಗಳ ಅಂತ್ಯದವರೆಗೆ ಬಿಸಿಲಿನ ತಾಪಮಾನ ಹೆಚ್ಚಾಗುತ್ತಿರುವ ನಿಟ್ಟಿನಲ್ಲಿ ಪ್ರತಿಯೊಬ್ಬರು 20 ನಿಮಿಷಕ್ಕೊಮ್ಮೆ ನೀರು ಕುಡಿಯುವ ಅಭ್ಯಾಸ ಮಾಡಿಕೊಳ್ಳಬೇಕು ಎಂದು ಜಿಲ್ಲಾ ಆರೋಗ್ಯಾಧಿಕಾರಿ ಡಾ.ಎಲ್.ಆರ್.ಶಂಕರನಾಯ್ಕ ಸಲಹೆ ನೀಡಿದರು. ನಗರದ ತಾಲೂಕು ಮತ್ತು ಮಕ್ಕಳ ಆಸ್ಪತ್ರೆಯ ಆವರಣದಲ್ಲಿ ಜಿಲ್ಲಾ ಆರೋಗ್ಯ ಇಲಾಖೆ ಮತ್ತು ಸ್ನೇಹ ಬಳಗದ ಸಹಕಾರದಲ್ಲಿ ಹಮ್ಮಿಕೊಂಡಿದ್ದ ಶುದ್ಧ ಕುಡಿಯುವ ನೀರಿನ ಅರವಟ್ಟಿಗೆಯನ್ನು ಉದ್ಘಾಟಿಸಿ ಮಂಗಳವಾರ ಅವರು ಮಾತನಾಡಿದರು. ಅಧಿಕ ಬಿಸಿಲಿನ ತಾಪಮಾನಕ್ಕೆ ಪ್ರತಿಯೊಬ್ಬರು ನಿರ್ಜಲೀಕರಣದ ಸಮಸ್ಯೆ ಎದುರಿಸುತ್ತಿದ್ದಾರೆ. ಸಾರ್ವಜನಿಕರು ಬೇಸಿಗೆಯಲ್ಲಿ ಬಾಯಾರಿಕೆ ಆಗದಿದ್ದರೂ ಪದೇ ಪದೇ: [17, 1110, 349, 1307]
- footer-dots-center: [943, 2434, 1016, 2457]
- story-rathotsava-col-3: ಮಹಾಸ್ವಾಮಿಗಳು, ಹೆಬ್ಬಾಳ ಮಠದ ಶ್ರೀ ನಾಗಭೂಷಣ ಶಿವಾಚಾರ್ಯರು, ಕಂಪ್ಲಿ ಕಲ್ಮಠದ ಶ್ರೀ ಮ.ನಿ.ಪ್ರ ಅಭಿನವ ಪ್ರಭು ಮಹಾಸ್ವಾಮಿಗಳು, ಶ್ರೀ ಹುಲಿಗೆಮ್ಮದೇವಿ ಶ್ರೀ ಮ.ನಿ.ಪ್ರ ಹಿರೇಹಾಳ ಮಠ ಶ್ರೀಗಳು, ಬೆಟ್ಟದ ರಾಮಲಿಂಗೇಶ್ವರ ದಾಸೋಹ ಮಠದ ಶ್ರೀ ಪಟ್ಟ ಸಿದ್ದೇಶ್ವರ ಶಿವಾಚಾರ್ಯ ಮಹಾಸ್ವಾಮಿಗಳು, ಹಾವನೂರಿನ ಶ್ರೀ ಶಿವಕುಮಾರ ಮಹಾಸ್ವಾಮಿಗಳು, ಸುಳೇಕಲ್: [989, 2227, 1229, 2364]
- photo-sign-line-1: JUSTICE: [145, 1942, 198, 1956]
- story-chalukya-col-3: ಉತ್ಸವ ಆಚರಿಸಲು ನಿರ್ಧರಿಸಲಾಗಿದ್ದು, ಮುಂದಿನ ಸಭೆಯಲ್ಲಿ ದಿನಾಂಕವನ್ನು ನಿಗದಿಪಡಿಸಲು ಸಭೆಯಲ್ಲಿ ತೀರ್ಮಾನ ಕೈಗೊಳ್ಳಲಾಯಿತು. ಶಾಸಕ ವಿಜಯಾನಂದ ಕಾಶಪ್ಪನವರ್ ಮಾತನಾಡಿ, ಇಮ್ಮಡಿ ಪುಲಿಕೇಶಿ ಕರ್ನಾಟಕದ ಚರಿತ್ರೆಯಲ್ಲಿ ತನ್ನ ಶೌರ್ಯ, ಸಾಹಸ ಹಾಗೂ ಕಲಾವಂತಿಕೆ ಮುಂತಾದ ಸಂಗತಿಗಳಿಂದಾಗಿ ಅಜರಾಮರನಾಗಿದ್ದಾನೆ. ಇಮ್ಮಡಿ ಪುಲಿಕೇಶಿಯ ಚರಿತ್ರೆಯನ್ನು ಉತ್ಸವದಲ್ಲಿ ಸಾರುವ ಕೆಲಸವಾಗಬೇಕು ಎಂದು ಸಲಹೆ ನೀಡಿದರು. ಸಭೆಯಲ್ಲಿ ಅಬಕಾರಿ ಸಚಿವರು ಆದ ಬಾಗಲಕೋಟೆ ಜಿಲ್ಲಾ ಉಸ್ತುವಾರಿ ಸಚಿವ ಆರ್.ಬಿ.ತಿಮ್ಮಾಪೂರ, ಮಾಜಿ ಸಚಿವ ಎಚ್.: [617, 232, 903, 430]
- masthead: [0, 0, 1511, 93]
- story-chalukya-headline-2: ಉತ್ಸವ ಆಚರಣೆ : ಸಚಿವ ಶಿವರಾಜ್ ಎಸ್.ತಂಗಡಗಿ: [20, 160, 731, 210]
